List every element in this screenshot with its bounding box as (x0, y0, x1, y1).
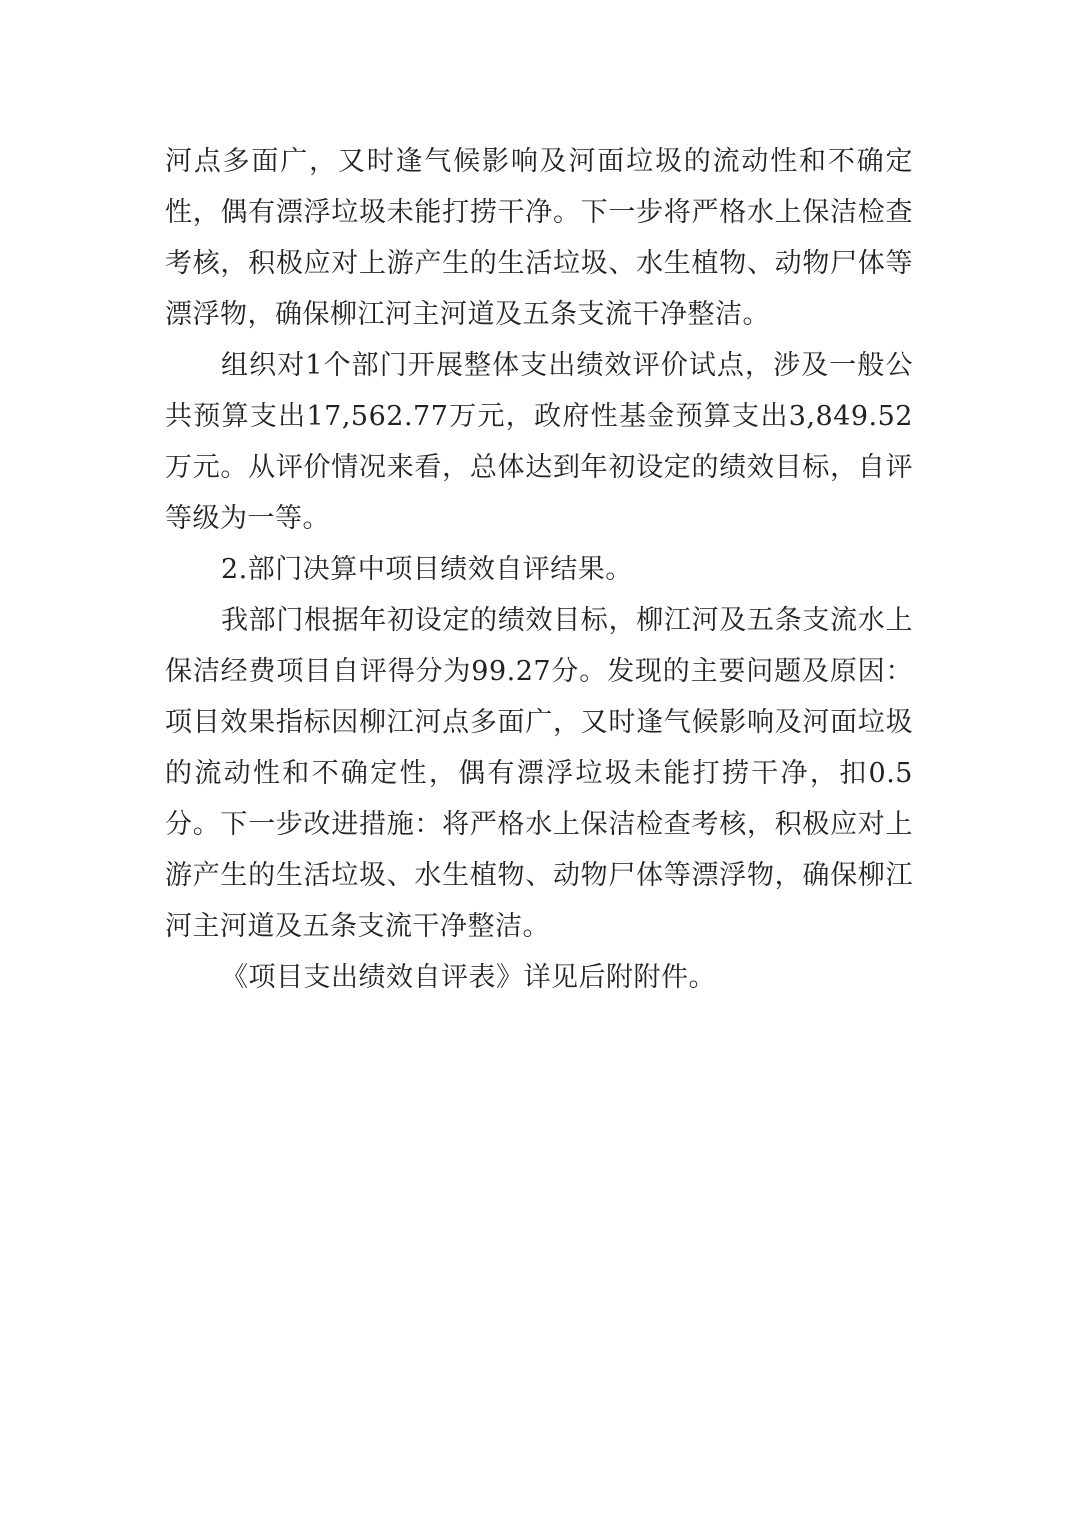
paragraph-overall-evaluation: 组织对1个部门开展整体支出绩效评价试点，涉及一般公共预算支出17,562.77万元，政府性基金预算支出3,849.52万元。从评价情况来看，总体达到年初设定的绩效目标，自评等级为一等。 (165, 350, 913, 534)
paragraph-continuation: 河点多面广，又时逢气候影响及河面垃圾的流动性和不确定性，偶有漂浮垃圾未能打捞干净。下一步将严格水上保洁检查考核，积极应对上游产生的生活垃圾、水生植物、动物尸体等漂浮物，确保柳江河主河道及五条支流干净整洁。 (165, 146, 913, 330)
paragraph-project-score: 我部门根据年初设定的绩效目标，柳江河及五条支流水上保洁经费项目自评得分为99.27分。发现的主要问题及原因：项目效果指标因柳江河点多面广，又时逢气候影响及河面垃圾的流动性和不确定性，偶有漂浮垃圾未能打捞干净，扣0.5分。下一步改进措施：将严格水上保洁检查考核，积极应对上游产生的生活垃圾、水生植物、动物尸体等漂浮物，确保柳江河主河道及五条支流干净整洁。 (165, 605, 913, 942)
paragraph-attachment-note: 《项目支出绩效自评表》详见后附附件。 (221, 962, 716, 993)
section-heading-project-self-evaluation: 2.部门决算中项目绩效自评结果。 (221, 554, 633, 585)
document-body (165, 136, 913, 1003)
